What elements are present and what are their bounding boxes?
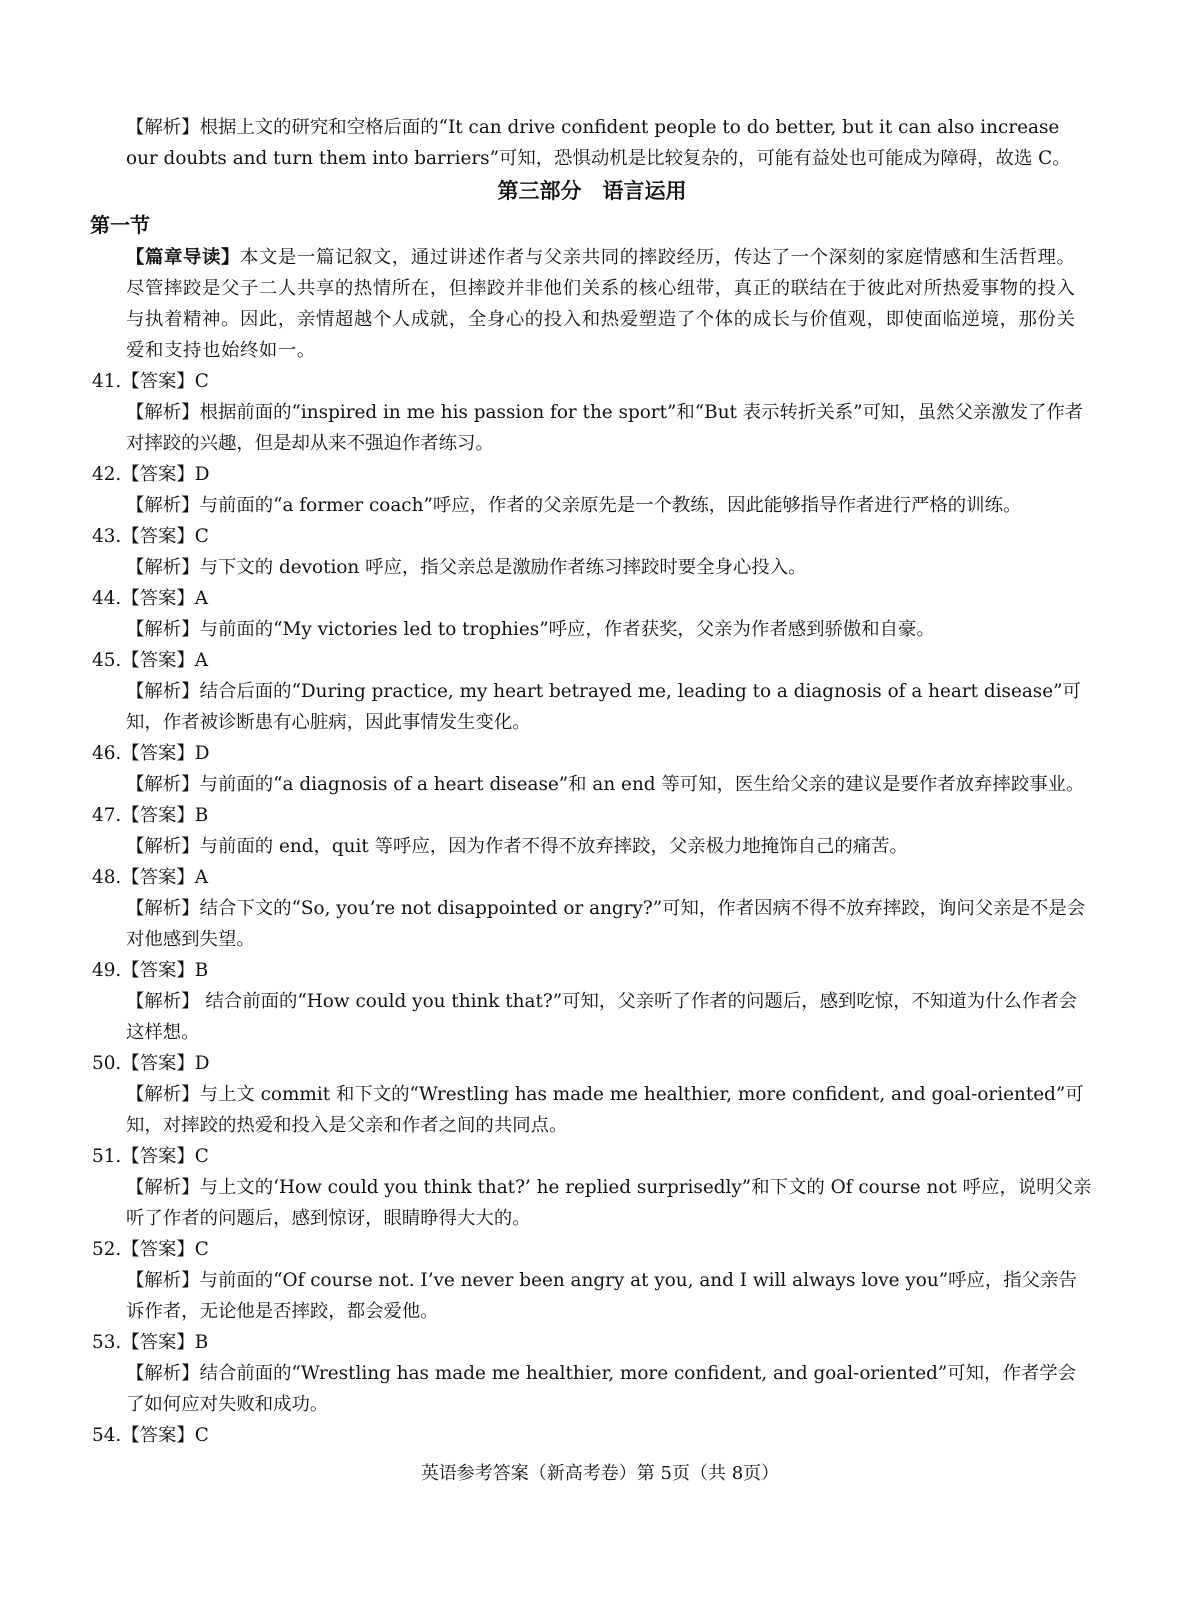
answer-label: 51.【答案】C bbox=[92, 1146, 209, 1167]
intro-analysis: 【解析】根据上文的研究和空格后面的“It can drive confident people to do better, but it can also increase our doubts and turn them into barriers”可知，恐惧动机是比较复杂的，可能有益处也可能成为障碍，故选 C。 bbox=[126, 117, 1071, 169]
analysis-text: 【解析】与前面的“My victories led to trophies”呼应，作者获奖，父亲为作者感到骄傲和自豪。 bbox=[126, 619, 935, 640]
analysis-text: 【解析】与前面的“Of course not. I’ve never been angry at you, and I will always love you”呼应，指父亲告诉作者，无论他是否摔跤，都会爱他。 bbox=[126, 1270, 1077, 1322]
analysis-text: 【解析】 结合前面的“How could you think that?”可知，父亲听了作者的问题后，感到吃惊，不知道为什么作者会这样想。 bbox=[126, 991, 1078, 1043]
answer-label: 53.【答案】B bbox=[92, 1332, 209, 1353]
analysis-text: 【解析】与前面的“a diagnosis of a heart disease”和 an end 等可知，医生给父亲的建议是要作者放弃摔跤事业。 bbox=[126, 774, 1085, 795]
answer-label: 49.【答案】B bbox=[92, 960, 209, 981]
answer-label: 42.【答案】D bbox=[92, 464, 210, 485]
answer-label: 46.【答案】D bbox=[92, 743, 210, 764]
answer-label: 45.【答案】A bbox=[92, 650, 209, 671]
answer-item-53 bbox=[92, 1327, 1092, 1420]
answer-label: 43.【答案】C bbox=[92, 526, 209, 547]
answer-label: 54.【答案】C bbox=[92, 1425, 209, 1446]
analysis-text: 【解析】结合后面的“During practice, my heart betrayed me, leading to a diagnosis of a heart disease”可知，作者被诊断患有心脏病，因此事情发生变化。 bbox=[126, 681, 1081, 733]
answer-label: 50.【答案】D bbox=[92, 1053, 210, 1074]
passage-guide-text: 本文是一篇记叙文，通过讲述作者与父亲共同的摔跤经历，传达了一个深刻的家庭情感和生活哲理。尽管摔跤是父子二人共享的热情所在，但摔跤并非他们关系的核心纽带，真正的联结在于彼此对所热爱事物的投入与执着精神。因此，亲情超越个人成就，全身心的投入和热爱塑造了个体的成长与价值观，即使面临逆境，那份关爱和支持也始终如一。 bbox=[126, 247, 1076, 361]
passage-guide-label: 【篇章导读】 bbox=[126, 247, 240, 268]
answer-item-41 bbox=[92, 366, 1092, 459]
answer-item-42 bbox=[92, 459, 1092, 521]
analysis-text: 【解析】与下文的 devotion 呼应，指父亲总是激励作者练习摔跤时要全身心投入。 bbox=[126, 557, 807, 578]
page-footer: 英语参考答案（新高考卷）第 5页（共 8页） bbox=[420, 1463, 780, 1484]
answer-item-46 bbox=[92, 738, 1092, 800]
answer-item-44 bbox=[92, 583, 1092, 645]
answer-item-45 bbox=[92, 645, 1092, 738]
analysis-text: 【解析】与前面的 end，quit 等呼应，因为作者不得不放弃摔跤，父亲极力地掩饰自己的痛苦。 bbox=[126, 836, 908, 857]
answer-item-50 bbox=[92, 1048, 1092, 1141]
subsection-title: 第一节 bbox=[90, 213, 150, 237]
analysis-text: 【解析】根据前面的“inspired in me his passion for the sport”和“But 表示转折关系”可知，虽然父亲激发了作者对摔跤的兴趣，但是却从来不强迫作者练习。 bbox=[126, 402, 1084, 454]
section-title: 第三部分 语言运用 bbox=[497, 179, 687, 203]
answer-item-54 bbox=[92, 1420, 1092, 1451]
answer-label: 47.【答案】B bbox=[92, 805, 209, 826]
answer-label: 41.【答案】C bbox=[92, 371, 209, 392]
analysis-text: 【解析】结合前面的“Wrestling has made me healthier, more confident, and goal-oriented”可知，作者学会了如何应对失败和成功。 bbox=[126, 1363, 1077, 1415]
analysis-text: 【解析】与上文 commit 和下文的“Wrestling has made me healthier, more confident, and goal-oriented”可知，对摔跤的热爱和投入是父亲和作者之间的共同点。 bbox=[126, 1084, 1084, 1136]
answer-label: 44.【答案】A bbox=[92, 588, 209, 609]
analysis-text: 【解析】与上文的‘How could you think that?’ he replied surprisedly”和下文的 Of course not 呼应，说明父亲听了作者的问题后，感到惊讶，眼睛睁得大大的。 bbox=[126, 1177, 1092, 1229]
answer-item-49 bbox=[92, 955, 1092, 1048]
answer-item-52 bbox=[92, 1234, 1092, 1327]
answer-item-48 bbox=[92, 862, 1092, 955]
passage-guide bbox=[92, 242, 1092, 366]
answer-item-51 bbox=[92, 1141, 1092, 1234]
answer-label: 52.【答案】C bbox=[92, 1239, 209, 1260]
answer-list bbox=[92, 366, 1092, 1451]
analysis-text: 【解析】与前面的“a former coach”呼应，作者的父亲原先是一个教练，因此能够指导作者进行严格的训练。 bbox=[126, 495, 1022, 516]
document-body bbox=[92, 112, 1092, 1451]
answer-item-47 bbox=[92, 800, 1092, 862]
answer-label: 48.【答案】A bbox=[92, 867, 209, 888]
analysis-text: 【解析】结合下文的“So, you’re not disappointed or angry?”可知，作者因病不得不放弃摔跤，询问父亲是不是会对他感到失望。 bbox=[126, 898, 1086, 950]
answer-item-43 bbox=[92, 521, 1092, 583]
